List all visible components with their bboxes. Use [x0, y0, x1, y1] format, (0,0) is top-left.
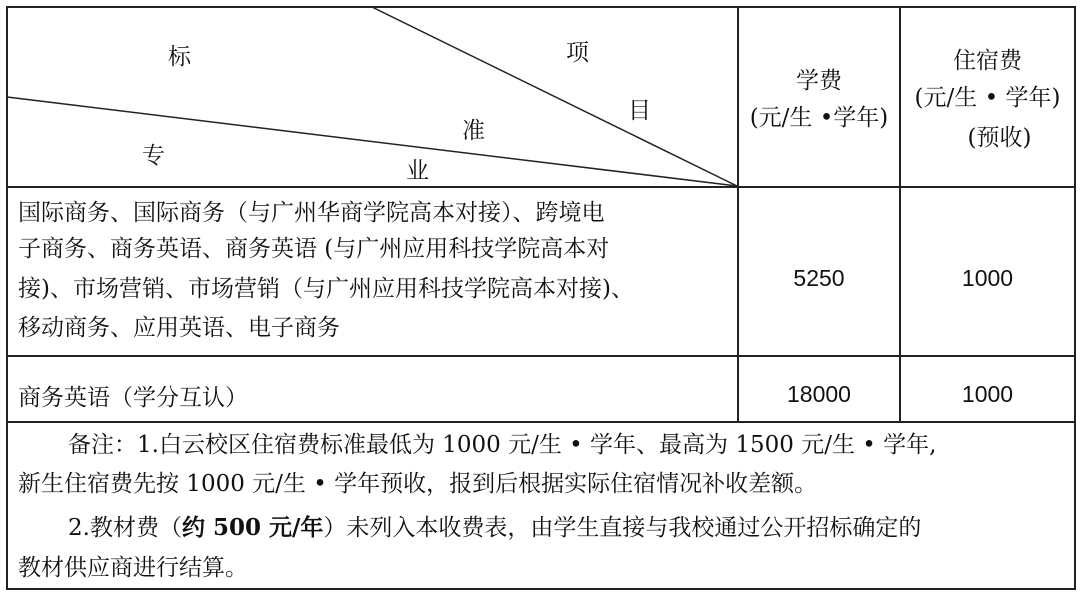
diag-label-zhuan: 专 — [142, 143, 165, 169]
tuition-header-line1: 学费 — [796, 68, 842, 94]
diag-label-ye: 业 — [406, 158, 429, 184]
note-line: 新生住宿费先按 1000 元/生 • 学年预收，报到后根据实际住宿情况补收差额。 — [18, 471, 818, 497]
tuition-value: 18000 — [787, 381, 851, 407]
note-line — [18, 506, 1072, 550]
diag-label-zhun: 准 — [462, 118, 485, 144]
notes-cell — [18, 428, 1072, 586]
diag-label-mu: 目 — [628, 98, 651, 124]
majors-line: 接)、市场营销、市场营销（与广州应用科技学院高本对接)、 — [18, 276, 634, 302]
majors-cell: 商务英语（学分互认） — [18, 385, 248, 411]
note-textbook-prefix: 2.教材费（ — [68, 515, 182, 541]
note-line: 教材供应商进行结算。 — [18, 555, 248, 581]
diag-label-biao: 标 — [168, 44, 191, 70]
note-textbook-bold: 约 500 元/年 — [181, 514, 324, 541]
tuition-header — [739, 66, 899, 140]
tuition-value: 5250 — [793, 265, 845, 291]
majors-line: 国际商务、国际商务（与广州华商学院高本对接）、跨境电 — [18, 200, 605, 226]
dorm-header-line3: (预收) — [967, 125, 1032, 151]
tuition-header-line2: (元/生 •学年) — [749, 105, 889, 131]
note-line: 备注：1.白云校区住宿费标准最低为 1000 元/生 • 学年、最高为 1500 元/生 • 学年, — [68, 432, 937, 458]
dorm-header-line2: (元/生 • 学年) — [914, 85, 1061, 111]
dorm-header — [901, 46, 1074, 156]
majors-cell — [18, 196, 733, 346]
dorm-value: 1000 — [961, 265, 1014, 291]
note-textbook-suffix: ）未列入本收费表，由学生直接与我校通过公开招标确定的 — [323, 515, 922, 541]
dorm-value: 1000 — [961, 381, 1014, 407]
majors-line: 移动商务、应用英语、电子商务 — [18, 315, 340, 341]
majors-line: 子商务、商务英语、商务英语 (与广州应用科技学院高本对 — [18, 236, 610, 262]
diag-label-xiang: 项 — [566, 40, 589, 66]
dorm-header-line1: 住宿费 — [953, 48, 1022, 74]
